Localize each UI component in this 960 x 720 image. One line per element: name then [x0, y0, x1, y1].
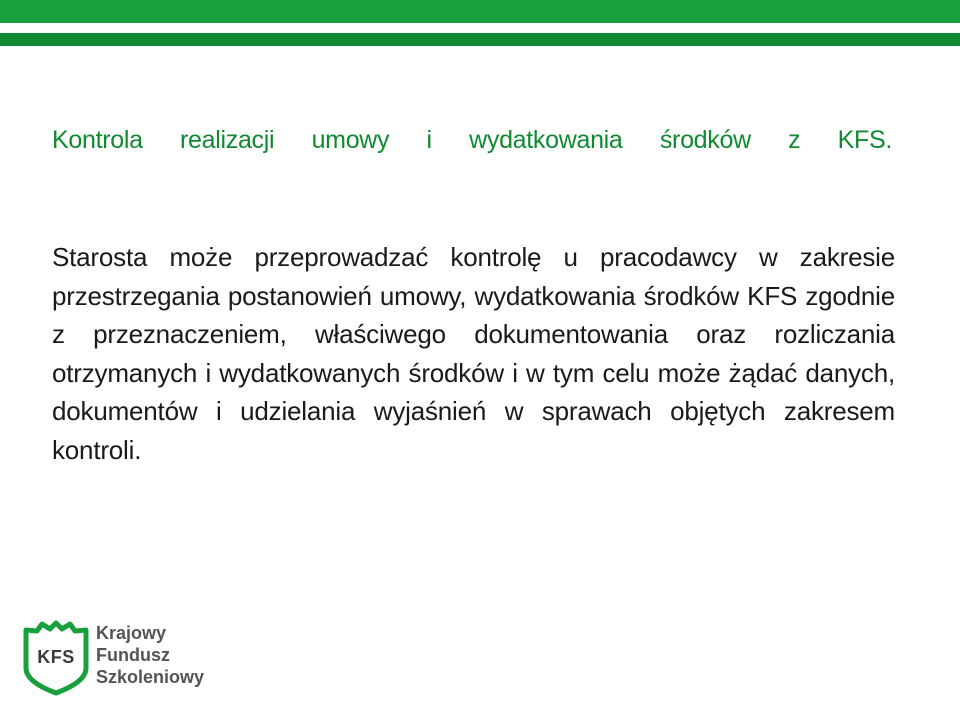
logo-line-krajowy: Krajowy — [96, 623, 167, 643]
logo-line-fundusz: Fundusz — [96, 645, 170, 665]
slide-title: Kontrola realizacji umowy i wydatkowania środków z KFS. — [52, 126, 892, 154]
kfs-logo — [22, 620, 222, 700]
header-bar-gap — [0, 23, 960, 33]
logo-initials: KFS — [37, 647, 75, 667]
header-bar-top — [0, 0, 960, 23]
slide-body-text: Starosta może przeprowadzać kontrolę u pracodawcy w zakresie przestrzegania postanowień umowy, wydatkowania środków KFS zgodnie z przeznaczeniem, właściwego dokumentowania oraz rozliczania otrzymanych i wydatkowanych środków i w tym celu może żądać danych, dokumentów i udzielania wyjaśnień w sprawach objętych zakresem kontroli. — [52, 242, 895, 465]
logo-line-szkoleniowy: Szkoleniowy — [96, 667, 205, 687]
logo-wordmark — [96, 622, 204, 688]
header-bar-bottom — [0, 33, 960, 46]
